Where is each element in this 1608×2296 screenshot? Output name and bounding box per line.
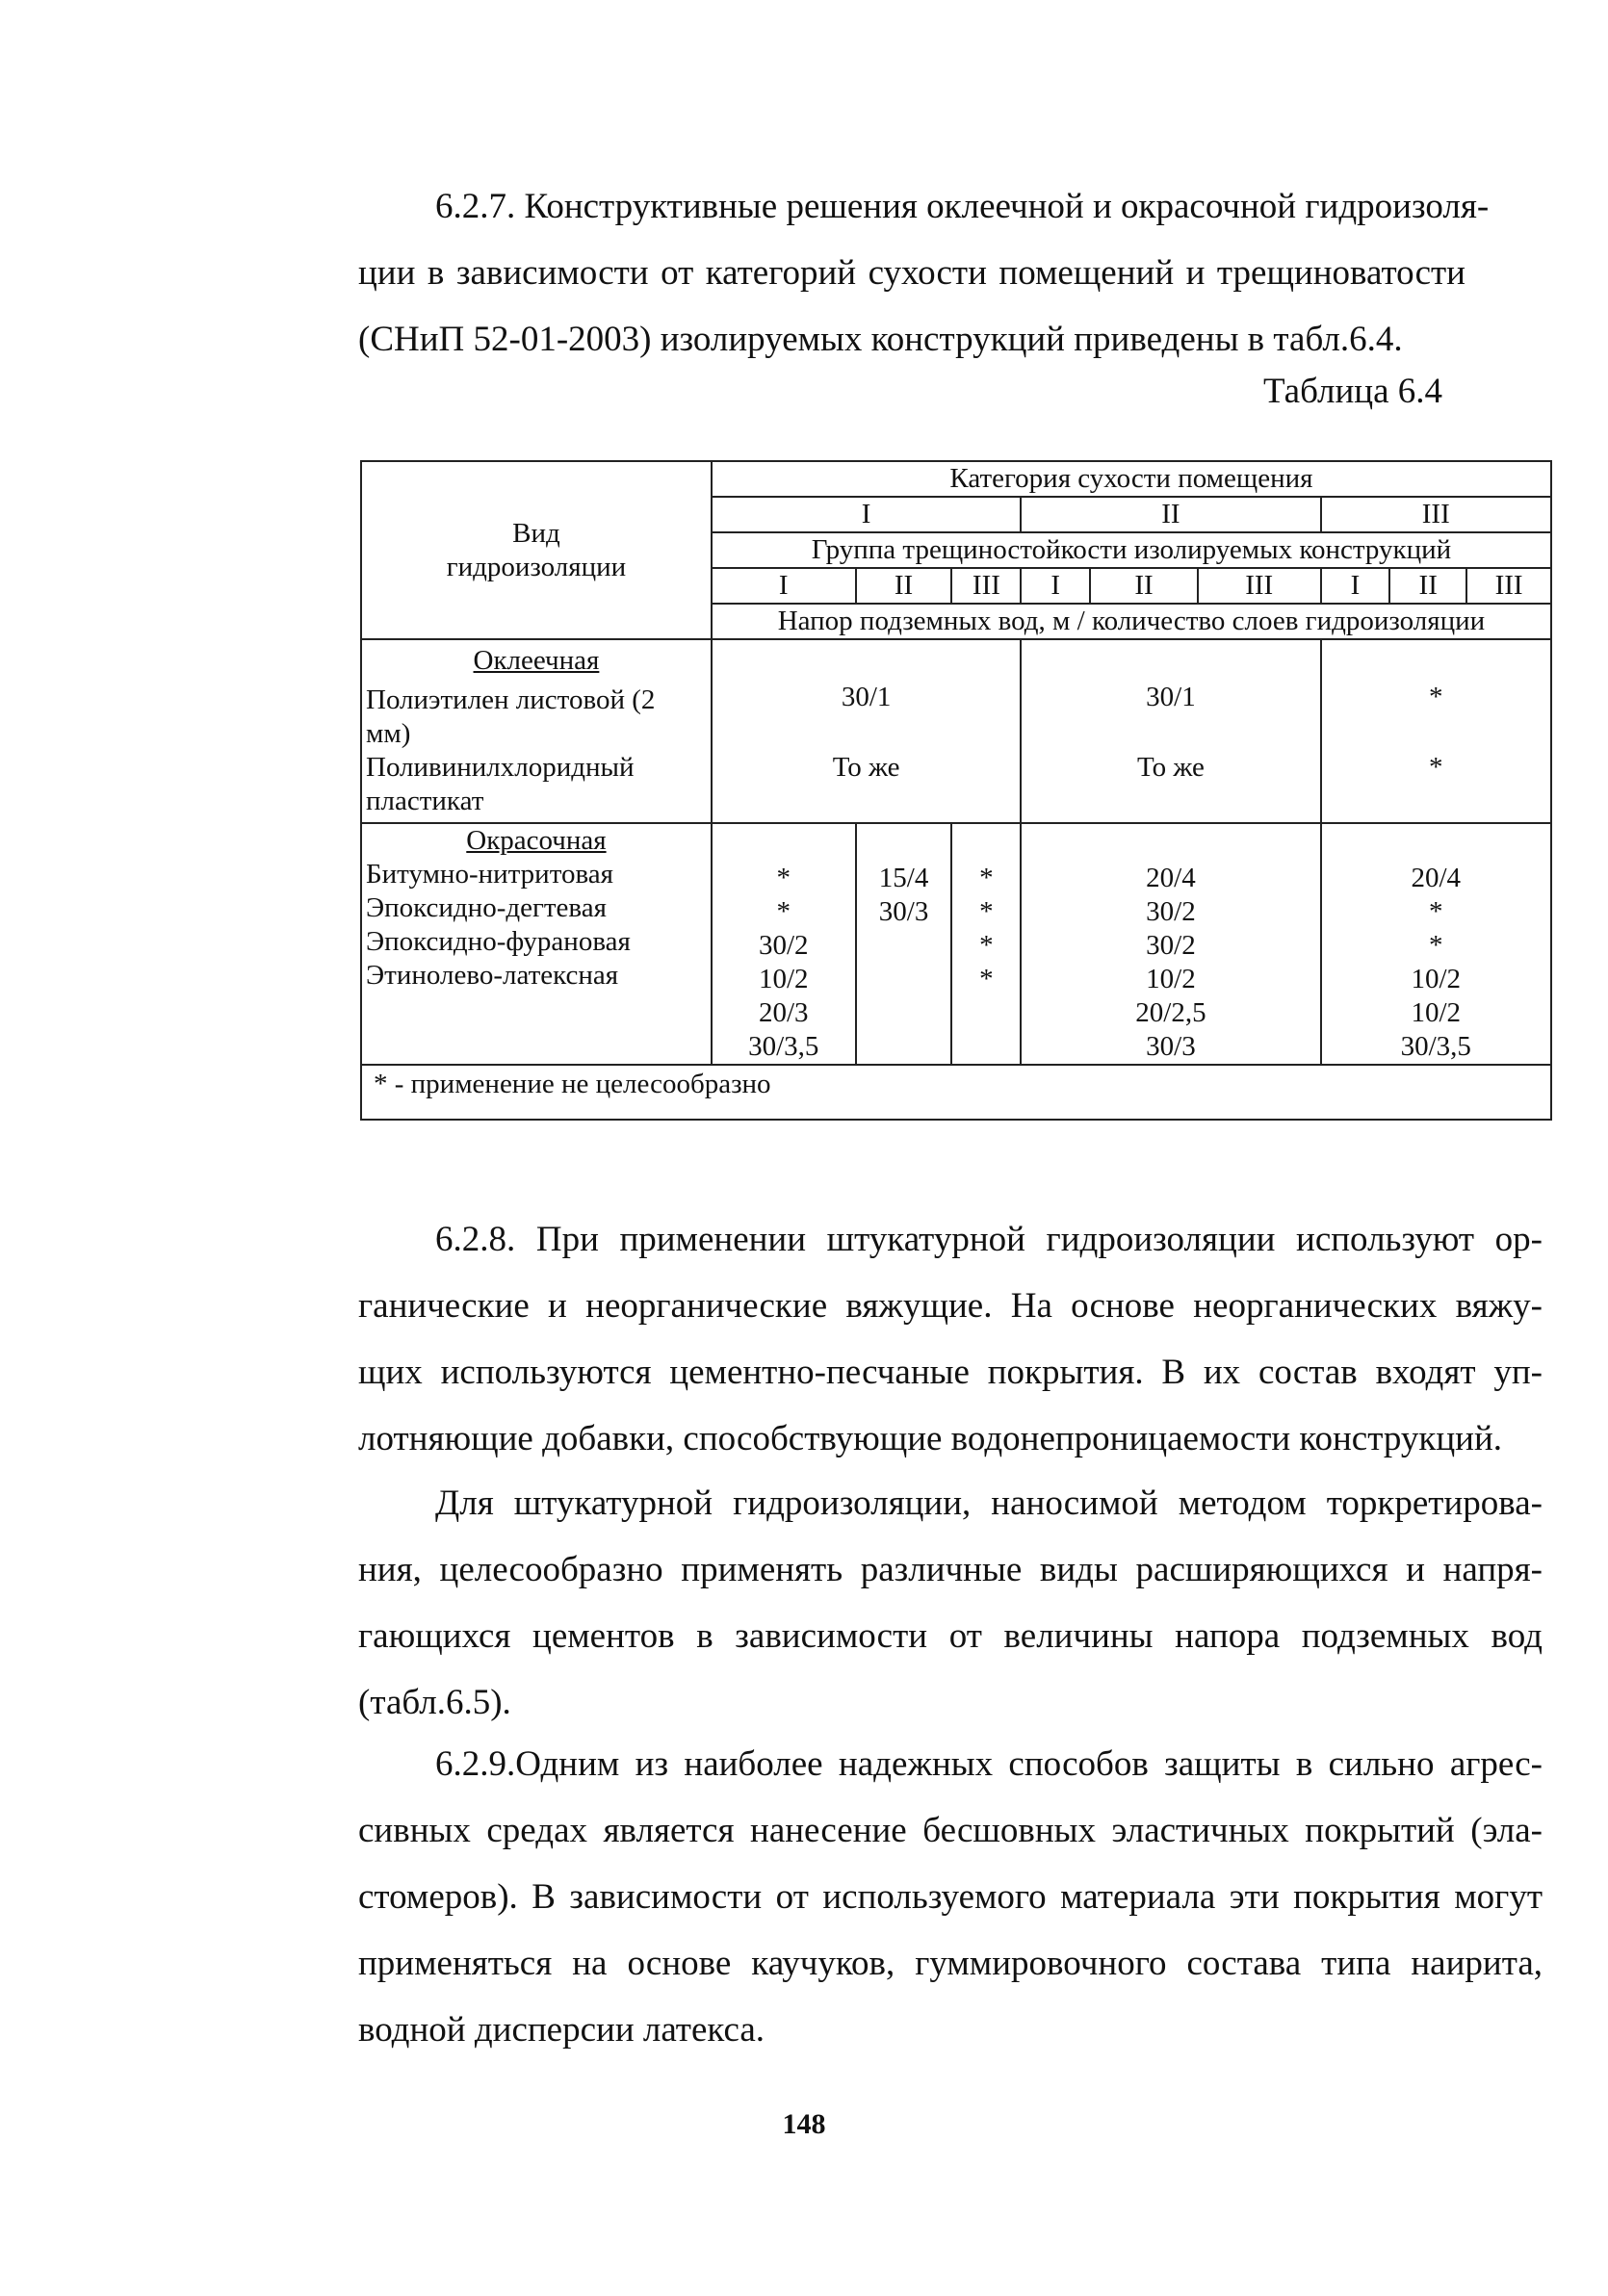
pressure-header: Напор подземных вод, м / количество слоев гидроизоляции — [712, 604, 1551, 639]
painted-name: Битумно-нитритовая — [366, 859, 614, 890]
value: 30/3 — [878, 896, 929, 927]
crack-group: II — [856, 568, 952, 604]
text-line: гающихся цементов в зависимости от величины напора подземных вод — [358, 1616, 1543, 1656]
crack-group: I — [1021, 568, 1090, 604]
crack-group: II — [1389, 568, 1466, 604]
value: * — [1429, 896, 1443, 927]
crack-group: III — [1466, 568, 1551, 604]
crack-group: II — [1090, 568, 1198, 604]
painted-col-1-I — [712, 823, 856, 1065]
glued-item-1-cat1: 30/1 — [712, 639, 1021, 751]
dryness-header: Категория сухости помещения — [712, 461, 1551, 497]
value: 30/2 — [1146, 930, 1196, 961]
text-line: 6.2.7. Конструктивные решения оклеечной и окрасочной гидроизоля- — [435, 187, 1490, 226]
painted-name: Эпоксидно-дегтевая — [366, 892, 607, 923]
glued-title: Оклеечная — [473, 645, 600, 676]
text-line: стомеров). В зависимости от используемого материала эти покрытия могут — [358, 1877, 1543, 1917]
value: 15/4 — [878, 863, 929, 893]
painted-col-1-II — [856, 823, 952, 1065]
type-header: Вид гидроизоляции — [446, 517, 627, 582]
value: 20/4 — [1411, 863, 1462, 893]
dryness-cat-2: II — [1021, 497, 1320, 532]
value: * — [979, 896, 994, 927]
value: * — [979, 930, 994, 961]
painted-names-cell — [361, 823, 712, 1065]
painted-name: Этинолево-латексная — [366, 960, 619, 991]
value: * — [979, 863, 994, 893]
glued-item-2-cat2: То же — [1021, 751, 1320, 823]
crack-header: Группа трещиностойкости изолируемых конструкций — [712, 532, 1551, 568]
value: 30/3,5 — [1400, 1031, 1471, 1062]
text-line: Для штукатурной гидроизоляции, наносимой методом торкретирова- — [435, 1483, 1543, 1523]
value: * — [776, 863, 791, 893]
text-line: 6.2.8. При применении штукатурной гидроизоляции используют ор- — [435, 1220, 1543, 1259]
value: 30/3,5 — [748, 1031, 819, 1062]
glued-item-1-cat3: * — [1321, 639, 1551, 751]
paragraph-6-2-7 — [358, 173, 1490, 373]
crack-group: III — [1198, 568, 1321, 604]
table-6-4 — [360, 460, 1552, 1121]
value: 10/2 — [1411, 964, 1462, 994]
paragraph-6-2-8-continued — [358, 1470, 1543, 1736]
text-line: (СНиП 52-01-2003) изолируемых конструкций приведены в табл.6.4. — [358, 320, 1403, 359]
glued-item-1-cat2: 30/1 — [1021, 639, 1320, 751]
text-line: ния, целесообразно применять различные виды расширяющихся и напря- — [358, 1550, 1543, 1589]
value: * — [1429, 930, 1443, 961]
text-line: лотняющие добавки, способствующие водонепроницаемости конструкций. — [358, 1419, 1502, 1458]
text-line: 6.2.9.Одним из наиболее надежных способов защиты в сильно агрес- — [435, 1744, 1543, 1784]
table-footnote: * - применение не целесообразно — [361, 1065, 1551, 1120]
glued-item-1-name: Полиэтилен листовой (2 мм) — [366, 684, 656, 749]
text-line: применяться на основе каучуков, гуммировочного состава типа наирита, — [358, 1944, 1543, 1983]
painted-col-1-III — [951, 823, 1021, 1065]
glued-item-2-name: Поливинилхлоридный пластикат — [361, 751, 712, 823]
value: 10/2 — [758, 964, 809, 994]
glued-cell — [361, 639, 712, 751]
dryness-cat-1: I — [712, 497, 1021, 532]
text-line: сивных средах является нанесение бесшовных эластичных покрытий (эла- — [358, 1811, 1543, 1850]
paragraph-6-2-8 — [358, 1206, 1543, 1472]
text-line: водной дисперсии латекса. — [358, 2010, 765, 2050]
table-caption: Таблица 6.4 — [1263, 372, 1442, 411]
text-line: ции в зависимости от категорий сухости помещений и трещиноватости — [358, 253, 1465, 293]
painted-col-3 — [1321, 823, 1551, 1065]
value: 20/2,5 — [1135, 997, 1206, 1028]
text-line: (табл.6.5). — [358, 1683, 511, 1722]
type-header-cell — [361, 461, 712, 639]
painted-names — [366, 858, 707, 993]
value: 20/4 — [1146, 863, 1196, 893]
crack-group: I — [1321, 568, 1390, 604]
value: 30/3 — [1146, 1031, 1196, 1062]
value: 10/2 — [1146, 964, 1196, 994]
value: * — [776, 896, 791, 927]
text-line: ганические и неорганические вяжущие. На основе неорганических вяжу- — [358, 1286, 1543, 1326]
value: * — [979, 964, 994, 994]
value: 30/2 — [758, 930, 809, 961]
crack-group: I — [712, 568, 856, 604]
page-number: 148 — [782, 2108, 826, 2140]
glued-item-2-cat3: * — [1321, 751, 1551, 823]
value: 20/3 — [758, 997, 809, 1028]
text-line: щих используются цементно-песчаные покрытия. В их состав входят уп- — [358, 1353, 1543, 1392]
value: 30/2 — [1146, 896, 1196, 927]
glued-item-2-cat1: То же — [712, 751, 1021, 823]
painted-col-2 — [1021, 823, 1320, 1065]
painted-name: Эпоксидно-фурановая — [366, 926, 631, 957]
value: 10/2 — [1411, 997, 1462, 1028]
crack-group: III — [951, 568, 1021, 604]
dryness-cat-3: III — [1321, 497, 1551, 532]
paragraph-6-2-9 — [358, 1731, 1543, 2063]
painted-title: Окрасочная — [466, 825, 607, 856]
